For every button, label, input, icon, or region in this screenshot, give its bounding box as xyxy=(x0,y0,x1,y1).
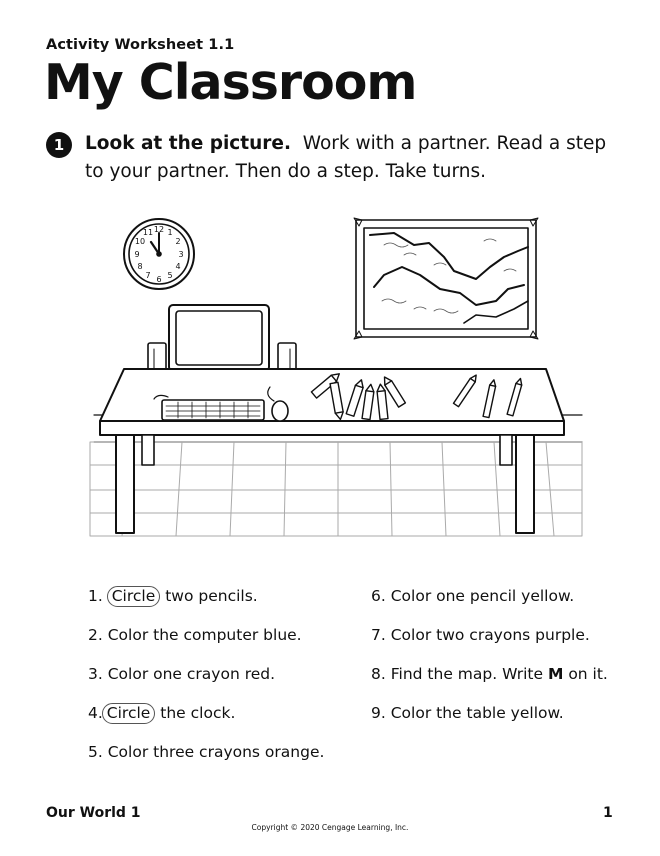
task-text: Color the computer blue. xyxy=(107,626,302,644)
task-list-left xyxy=(88,586,358,781)
svg-text:5: 5 xyxy=(167,271,173,280)
classroom-illustration xyxy=(84,205,584,540)
task-text-end: on it. xyxy=(568,665,608,683)
task-text: Color one crayon red. xyxy=(107,665,276,683)
task-list-right xyxy=(371,586,641,742)
svg-text:1: 1 xyxy=(167,228,173,237)
task-number: 8. xyxy=(371,665,386,683)
svg-text:7: 7 xyxy=(145,271,151,280)
svg-text:4: 4 xyxy=(175,262,181,271)
step-number-badge: 1 xyxy=(46,132,72,158)
circled-word: Circle xyxy=(107,586,161,607)
svg-text:6: 6 xyxy=(156,275,162,284)
task-number: 9. xyxy=(371,704,386,722)
task-item-6 xyxy=(371,586,641,625)
page-title: My Classroom xyxy=(44,54,417,111)
task-text: Color one pencil yellow. xyxy=(390,587,575,605)
task-item-8 xyxy=(371,664,641,703)
svg-text:9: 9 xyxy=(134,250,140,259)
task-text: Color the table yellow. xyxy=(390,704,564,722)
task-item-3 xyxy=(88,664,358,703)
footer-book-title: Our World 1 xyxy=(46,805,141,821)
task-number: 1. xyxy=(88,587,103,605)
task-item-1 xyxy=(88,586,358,625)
task-item-2 xyxy=(88,625,358,664)
task-number: 6. xyxy=(371,587,386,605)
svg-text:2: 2 xyxy=(175,237,181,246)
clock-drawing xyxy=(124,219,194,289)
task-item-5 xyxy=(88,742,358,781)
task-item-7 xyxy=(371,625,641,664)
svg-text:3: 3 xyxy=(178,250,184,259)
task-number: 3. xyxy=(88,665,103,683)
task-item-4 xyxy=(88,703,358,742)
wall-map-drawing xyxy=(354,218,538,339)
copyright-notice: Copyright © 2020 Cengage Learning, Inc. xyxy=(251,823,409,832)
task-text: the clock. xyxy=(160,704,236,722)
task-number: 4. xyxy=(88,704,103,722)
instruction-lead: Look at the picture. xyxy=(85,133,291,154)
task-text: Color two crayons purple. xyxy=(390,626,590,644)
svg-text:8: 8 xyxy=(137,262,143,271)
svg-text:11: 11 xyxy=(142,228,154,237)
svg-text:10: 10 xyxy=(134,237,146,246)
task-item-9 xyxy=(371,703,641,742)
task-text: Find the map. Write xyxy=(390,665,543,683)
step-instructions xyxy=(85,130,625,186)
task-text: Color three crayons orange. xyxy=(107,743,325,761)
circled-word: Circle xyxy=(102,703,156,724)
task-text: two pencils. xyxy=(165,587,258,605)
bold-letter: M xyxy=(547,665,564,683)
task-number: 7. xyxy=(371,626,386,644)
worksheet-label: Activity Worksheet 1.1 xyxy=(46,37,235,53)
svg-text:12: 12 xyxy=(153,225,165,234)
page-number: 1 xyxy=(603,805,613,821)
task-number: 5. xyxy=(88,743,103,761)
instruction-text: Work with a partner. Read a step to your partner. Then do a step. Take turns. xyxy=(85,133,607,182)
task-number: 2. xyxy=(88,626,103,644)
